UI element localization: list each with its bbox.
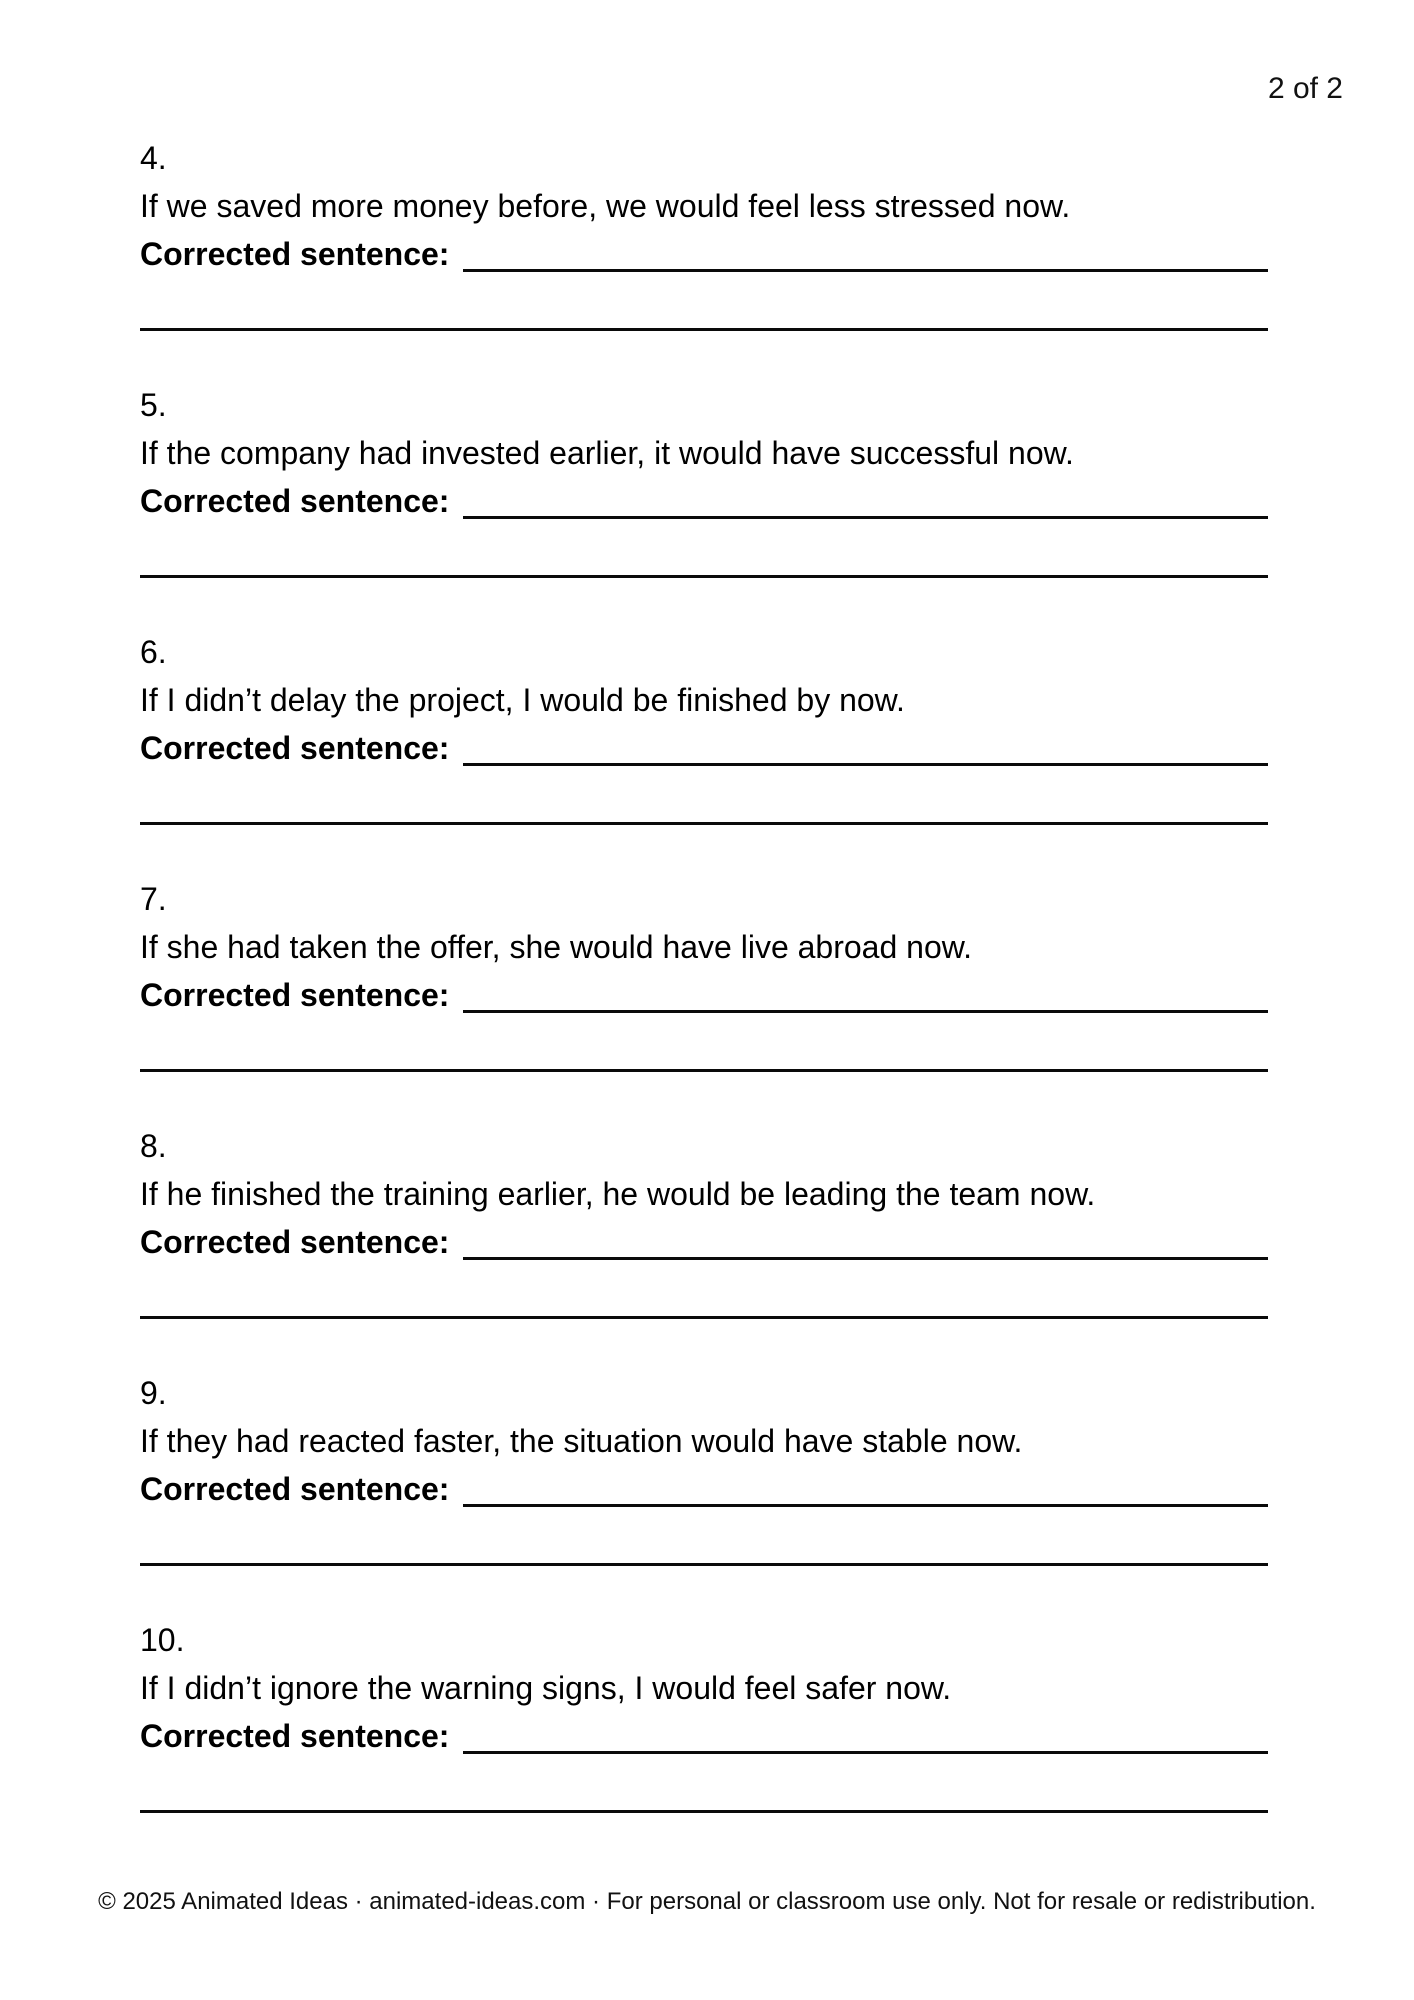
answer-blank-line-2 <box>140 525 1268 578</box>
answer-blank-line-2 <box>140 1760 1268 1813</box>
item-number: 6. <box>140 634 167 670</box>
exercise-item <box>140 1369 1268 1566</box>
item-sentence: If they had reacted faster, the situation would have stable now. <box>140 1423 1023 1459</box>
item-number: 10. <box>140 1622 185 1658</box>
corrected-sentence-label: Corrected sentence: <box>140 483 450 519</box>
exercise-list <box>140 134 1268 1863</box>
item-number: 9. <box>140 1375 167 1411</box>
exercise-item <box>140 875 1268 1072</box>
exercise-item <box>140 628 1268 825</box>
corrected-sentence-row <box>140 230 1268 278</box>
answer-blank-line-1 <box>463 1465 1268 1507</box>
page-number: 2 of 2 <box>1267 72 1343 105</box>
item-number: 5. <box>140 387 167 423</box>
exercise-item <box>140 1616 1268 1813</box>
answer-blank-line-2 <box>140 1266 1268 1319</box>
corrected-sentence-row <box>140 1712 1268 1760</box>
item-sentence: If he finished the training earlier, he would be leading the team now. <box>140 1176 1096 1212</box>
answer-blank-line-1 <box>463 971 1268 1013</box>
corrected-sentence-label: Corrected sentence: <box>140 236 450 272</box>
answer-blank-line-2 <box>140 1019 1268 1072</box>
answer-blank-line-2 <box>140 772 1268 825</box>
answer-blank-line-1 <box>463 1712 1268 1754</box>
corrected-sentence-row <box>140 724 1268 772</box>
exercise-item <box>140 381 1268 578</box>
corrected-sentence-label: Corrected sentence: <box>140 1471 450 1507</box>
item-number: 4. <box>140 140 167 176</box>
answer-blank-line-2 <box>140 1513 1268 1566</box>
corrected-sentence-label: Corrected sentence: <box>140 1718 450 1754</box>
item-number: 7. <box>140 881 167 917</box>
answer-blank-line-2 <box>140 278 1268 331</box>
corrected-sentence-label: Corrected sentence: <box>140 1224 450 1260</box>
corrected-sentence-row <box>140 971 1268 1019</box>
answer-blank-line-1 <box>463 477 1268 519</box>
item-sentence: If she had taken the offer, she would have live abroad now. <box>140 929 972 965</box>
exercise-item <box>140 134 1268 331</box>
answer-blank-line-1 <box>463 230 1268 272</box>
answer-blank-line-1 <box>463 1218 1268 1260</box>
corrected-sentence-row <box>140 1218 1268 1266</box>
item-sentence: If we saved more money before, we would feel less stressed now. <box>140 188 1071 224</box>
item-sentence: If I didn’t ignore the warning signs, I would feel safer now. <box>140 1670 952 1706</box>
item-sentence: If the company had invested earlier, it would have successful now. <box>140 435 1074 471</box>
corrected-sentence-row <box>140 477 1268 525</box>
exercise-item <box>140 1122 1268 1319</box>
corrected-sentence-label: Corrected sentence: <box>140 730 450 766</box>
corrected-sentence-row <box>140 1465 1268 1513</box>
item-number: 8. <box>140 1128 167 1164</box>
footer-copyright: © 2025 Animated Ideas · animated-ideas.com · For personal or classroom use only. Not for resale or redistribution. <box>98 1888 1316 1915</box>
item-sentence: If I didn’t delay the project, I would be finished by now. <box>140 682 905 718</box>
corrected-sentence-label: Corrected sentence: <box>140 977 450 1013</box>
answer-blank-line-1 <box>463 724 1268 766</box>
